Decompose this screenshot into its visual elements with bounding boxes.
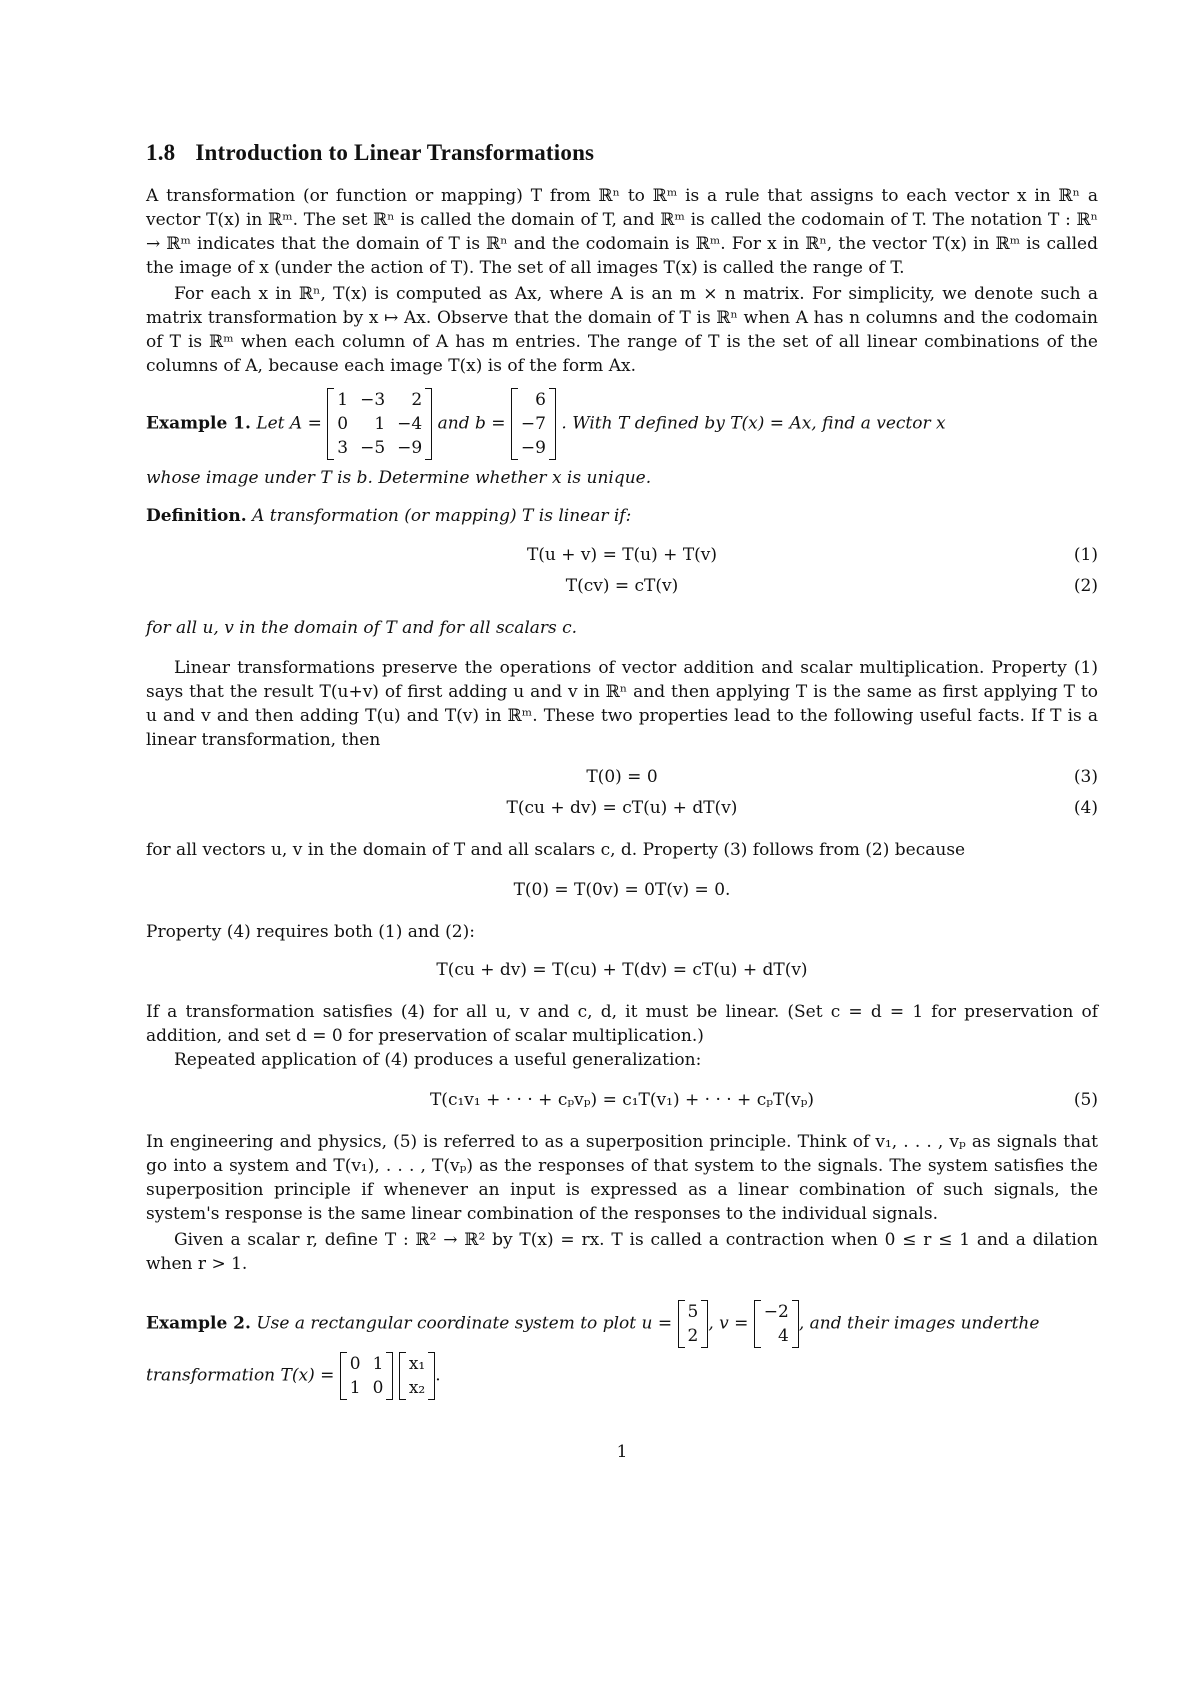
- example-1: [146, 388, 1098, 460]
- paragraph-contraction-dilation: Given a scalar r, define T : ℝ² → ℝ² by T(x) = rx. T is called a contraction when 0 ≤ r ≤ 1 and a dilation when r > 1.: [146, 1230, 1098, 1274]
- vector-b-body: [515, 388, 552, 460]
- section-title: Introduction to Linear Transformations: [195, 140, 595, 165]
- matrix-row: [758, 1324, 795, 1348]
- vector-u: [682, 1300, 705, 1348]
- example-2-dot: .: [435, 1365, 441, 1386]
- matrix-row: [331, 388, 428, 412]
- example-2: [146, 1300, 1098, 1348]
- matrix-row: [331, 436, 428, 460]
- paragraph-matrix-transformation: For each x in ℝⁿ, T(x) is computed as Ax, where A is an m × n matrix. For simplicity, we denote such a matrix transformation by x ↦ Ax. Observe that the domain of T is ℝⁿ when A has n columns and the codomain of T is ℝᵐ when each column of A has m entries. The range of T is the set of all linear combinations of the columns of A, because each image T(x) is of the form Ax.: [146, 284, 1098, 376]
- matrix-row: [682, 1300, 705, 1324]
- vector-u-body: [682, 1300, 705, 1348]
- matrix-row: [758, 1300, 795, 1324]
- example-2-text: Use a rectangular coordinate system to plot u =: [256, 1313, 673, 1334]
- matrix-entry: 4: [778, 1326, 789, 1346]
- matrix-row: [331, 412, 428, 436]
- paragraph-requires-both: Property (4) requires both (1) and (2):: [146, 922, 475, 942]
- equation-both-body: T(cu + dv) = T(cu) + T(dv) = cT(u) + dT(v): [436, 960, 808, 980]
- matrix-M: [344, 1352, 390, 1400]
- example-1-with: . With T defined by T(x) = Ax, find a vector x: [561, 413, 946, 434]
- equation-1: [146, 541, 1098, 569]
- matrix-M-body: [344, 1352, 390, 1400]
- equation-5-body: T(c₁v₁ + · · · + cₚvₚ) = c₁T(v₁) + · · · + cₚT(vₚ): [429, 1090, 815, 1110]
- matrix-A: [331, 388, 428, 460]
- paragraph-all-vectors: for all vectors u, v in the domain of T and all scalars c, d. Property (3) follows from (2) because: [146, 840, 966, 860]
- example-2-label: Example 2.: [146, 1313, 251, 1334]
- matrix-A-body: [331, 388, 428, 460]
- example-1-label: Example 1.: [146, 413, 251, 434]
- example-2-v: , v =: [708, 1313, 749, 1334]
- matrix-entry: 1: [349, 1378, 361, 1398]
- matrix-entry: 1: [374, 414, 386, 434]
- forall-clause: for all u, v in the domain of T and for all scalars c.: [146, 618, 578, 638]
- vector-b: [515, 388, 552, 460]
- equation-5: [146, 1086, 1098, 1114]
- equation-1-number: (1): [1073, 545, 1098, 565]
- equation-1-body: T(u + v) = T(u) + T(v): [526, 545, 718, 565]
- matrix-entry: 2: [411, 390, 423, 410]
- equation-both: [146, 956, 1098, 984]
- matrix-row: [682, 1324, 705, 1348]
- paragraph-definition-transformation: A transformation (or function or mapping) T from ℝⁿ to ℝᵐ is a rule that assigns to each vector x in ℝⁿ a vector T(x) in ℝᵐ. The set ℝⁿ is called the domain of T, and ℝᵐ is called the codomain of T. The notation T : ℝⁿ → ℝᵐ indicates that the domain of T is ℝⁿ and the codomain is ℝᵐ. For x in ℝⁿ, the vector T(x) in ℝᵐ is called the image of x (under the action of T). The set of all images T(x) is called the range of T.: [146, 186, 1098, 278]
- matrix-row: [344, 1376, 390, 1400]
- equation-zero: [146, 876, 1098, 904]
- equation-2-number: (2): [1073, 576, 1098, 596]
- equation-5-number: (5): [1073, 1090, 1098, 1110]
- vector-v-body: [758, 1300, 795, 1348]
- paragraph-repeated-application: Repeated application of (4) produces a useful generalization:: [174, 1050, 702, 1070]
- section-heading: [146, 140, 594, 166]
- matrix-entry: −5: [360, 438, 386, 458]
- matrix-entry: 2: [687, 1326, 699, 1346]
- example-2-end: , and their images underthe: [798, 1313, 1040, 1334]
- example-1-let: Let A =: [256, 413, 322, 434]
- definition-linear: [146, 504, 1098, 528]
- vector-x-body: [403, 1352, 431, 1400]
- paragraph-preserve-operations: Linear transformations preserve the operations of vector addition and scalar multiplication. Property (1) says that the result T(u+v) of first adding u and v in ℝⁿ and then applying T is the same as first applying T to u and v and then adding T(u) and T(v) in ℝᵐ. These two properties lead to the following useful facts. If T is a linear transformation, then: [146, 658, 1098, 750]
- example-2-transformation: [146, 1352, 1098, 1400]
- example-1-continuation: whose image under T is b. Determine whether x is unique.: [146, 468, 652, 488]
- vector-x: [403, 1352, 431, 1400]
- paragraph-superposition: In engineering and physics, (5) is referred to as a superposition principle. Think of v₁, . . . , vₚ as signals that go into a system and T(v₁), . . . , T(vₚ) as the responses of that system to the signals. The system satisfies the superposition principle if whenever an input is expressed as a linear combination of such signals, the system's response is the same linear combination of the responses to the individual signals.: [146, 1132, 1098, 1224]
- definition-text: A transformation (or mapping) T is linear if:: [252, 506, 632, 526]
- equation-3: [146, 763, 1098, 791]
- equation-4-number: (4): [1073, 798, 1098, 818]
- equation-3-number: (3): [1073, 767, 1098, 787]
- matrix-entry: 0: [337, 414, 349, 434]
- example-1-and: and b =: [437, 413, 506, 434]
- matrix-entry: 0: [372, 1378, 384, 1398]
- matrix-entry: −2: [763, 1302, 789, 1322]
- matrix-row: [515, 436, 552, 460]
- matrix-row: [515, 388, 552, 412]
- matrix-row: [403, 1352, 431, 1376]
- equation-3-body: T(0) = 0: [586, 767, 658, 787]
- matrix-row: [515, 412, 552, 436]
- matrix-entry: 1: [372, 1354, 384, 1374]
- matrix-row: [344, 1352, 390, 1376]
- example-2-trans-label: transformation T(x) =: [146, 1365, 335, 1386]
- vector-v: [758, 1300, 795, 1348]
- equation-2: [146, 572, 1098, 600]
- page-number: 1: [616, 1442, 628, 1462]
- matrix-entry: 3: [337, 438, 349, 458]
- paragraph-must-be-linear: If a transformation satisfies (4) for all u, v and c, d, it must be linear. (Set c = d = 1 for preservation of addition, and set d = 0 for preservation of scalar multiplication.): [146, 1002, 1098, 1046]
- matrix-entry: 1: [337, 390, 349, 410]
- matrix-entry: 0: [349, 1354, 361, 1374]
- matrix-row: [403, 1376, 431, 1400]
- equation-zero-body: T(0) = T(0v) = 0T(v) = 0.: [513, 880, 731, 900]
- matrix-entry: 5: [687, 1302, 699, 1322]
- definition-label: Definition.: [146, 506, 247, 526]
- section-number: 1.8: [146, 140, 176, 165]
- matrix-entry: x₂: [408, 1378, 426, 1398]
- matrix-entry: −3: [360, 390, 386, 410]
- equation-4: [146, 794, 1098, 822]
- equation-4-body: T(cu + dv) = cT(u) + dT(v): [506, 798, 738, 818]
- matrix-entry: −7: [520, 414, 546, 434]
- matrix-entry: x₁: [408, 1354, 426, 1374]
- matrix-entry: −9: [397, 438, 423, 458]
- matrix-entry: −4: [397, 414, 423, 434]
- matrix-entry: −9: [520, 438, 546, 458]
- equation-2-body: T(cv) = cT(v): [565, 576, 679, 596]
- matrix-entry: 6: [535, 390, 546, 410]
